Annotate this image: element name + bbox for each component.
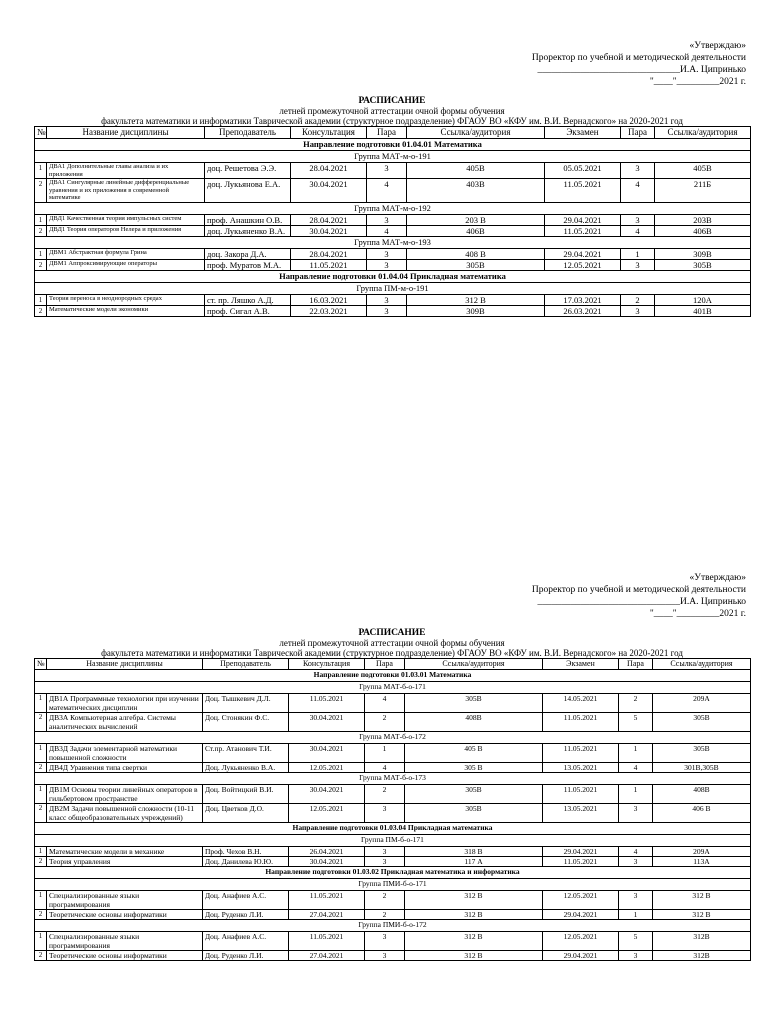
discipline-cell: ДВА1 Дополнительные главы анализа и их приложения [47, 163, 205, 179]
row-number: 2 [35, 951, 47, 961]
schedule-document-2 [34, 572, 750, 961]
exam-date-cell: 17.03.2021 [545, 294, 621, 305]
teacher-cell: Доц. Войтицкий В.И. [203, 785, 289, 804]
teacher-cell: Доц. Анафиев А.С. [203, 932, 289, 951]
approve-line: «Утверждаю» [689, 573, 746, 583]
table-row [35, 932, 751, 951]
exam-room-cell: 203В [655, 214, 751, 225]
approve-line: "____"_________2021 г. [649, 77, 746, 87]
exam-pair-cell: 3 [621, 214, 655, 225]
consultation-pair-cell: 2 [365, 713, 405, 732]
exam-date-cell: 29.04.2021 [543, 951, 619, 961]
group-row [35, 920, 751, 932]
consultation-date-cell: 16.03.2021 [291, 294, 367, 305]
exam-date-cell: 29.04.2021 [543, 910, 619, 920]
consultation-pair-cell: 2 [365, 785, 405, 804]
faculty-line: факультета математики и информатики Таврической академии (структурное подразделение) ФГАОУ ВО «КФУ им. В.И. Вернадского» на 2020-2021 год [101, 648, 683, 658]
table-row [35, 713, 751, 732]
consultation-date-cell: 11.05.2021 [291, 259, 367, 270]
group-title: Группа МАТ-м-о-192 [35, 202, 751, 214]
column-header: Ссылка/аудитория [653, 659, 751, 670]
row-number: 2 [35, 763, 47, 773]
teacher-cell: Доц. Анафиев А.С. [203, 891, 289, 910]
column-header: Пара [365, 659, 405, 670]
consultation-pair-cell: 1 [365, 744, 405, 763]
approval-stamp [34, 40, 750, 88]
table-body [35, 670, 751, 961]
consultation-room-cell: 405В [407, 163, 545, 179]
consultation-room-cell: 203 В [407, 214, 545, 225]
exam-date-cell: 13.05.2021 [543, 763, 619, 773]
consultation-pair-cell: 4 [365, 694, 405, 713]
exam-pair-cell: 3 [619, 857, 653, 867]
group-row [35, 682, 751, 694]
exam-room-cell: 312В [653, 951, 751, 961]
column-header: Ссылка/аудитория [405, 659, 543, 670]
exam-pair-cell: 5 [619, 932, 653, 951]
approval-stamp [34, 572, 750, 620]
teacher-cell: Доц. Данилева Ю.Ю. [203, 857, 289, 867]
table-row [35, 248, 751, 259]
column-header: Консультация [289, 659, 365, 670]
discipline-cell: ДВ2М Задачи повышенной сложности (10-11 класс общеобразовательных учреждений) [47, 804, 203, 823]
column-header: Преподаватель [203, 659, 289, 670]
faculty-line: факультета математики и информатики Таврической академии (структурное подразделение) ФГАОУ ВО «КФУ им. В.И. Вернадского» на 2020-2021 год [101, 116, 683, 126]
row-number: 1 [35, 785, 47, 804]
exam-room-cell: 312 В [653, 891, 751, 910]
approve-line: "____"_________2021 г. [649, 609, 746, 619]
discipline-cell: ДВ1А Программные технологии при изучении математических дисциплин [47, 694, 203, 713]
table-header-row [35, 659, 751, 670]
group-title: Группа ПМИ-б-о-171 [35, 879, 751, 891]
table-row [35, 891, 751, 910]
direction-row [35, 867, 751, 879]
discipline-cell: Математические модели экономики [47, 305, 205, 316]
teacher-cell: Ст.пр. Атанович Т.И. [203, 744, 289, 763]
consultation-room-cell: 403В [407, 179, 545, 203]
direction-title: Направление подготовки 01.04.01 Математика [35, 139, 751, 151]
table-header-row [35, 127, 751, 139]
table-row [35, 857, 751, 867]
direction-title: Направление подготовки 01.04.04 Прикладная математика [35, 270, 751, 282]
discipline-cell: ДВА1 Сингулярные линейные дифференциальные уравнения и их приложения в современной математике [47, 179, 205, 203]
exam-room-cell: 312В [653, 932, 751, 951]
consultation-room-cell: 405 В [405, 744, 543, 763]
table-row [35, 294, 751, 305]
exam-pair-cell: 2 [621, 294, 655, 305]
teacher-cell: Доц. Цветков Д.О. [203, 804, 289, 823]
document-title: РАСПИСАНИЕ [358, 96, 426, 106]
exam-room-cell: 405В [655, 163, 751, 179]
exam-pair-cell: 1 [619, 785, 653, 804]
exam-room-cell: 113А [653, 857, 751, 867]
direction-title: Направление подготовки 01.03.04 Прикладная математика [35, 823, 751, 835]
schedule-table [34, 658, 751, 961]
exam-date-cell: 11.05.2021 [543, 857, 619, 867]
consultation-room-cell: 305В [405, 785, 543, 804]
teacher-cell: проф. Анашкин О.В. [205, 214, 291, 225]
discipline-cell: ДВ1М Основы теории линейных операторов в гильбертовом пространстве [47, 785, 203, 804]
row-number: 1 [35, 744, 47, 763]
exam-room-cell: 305В [653, 713, 751, 732]
group-row [35, 732, 751, 744]
row-number: 2 [35, 225, 47, 236]
column-header: Ссылка/аудитория [655, 127, 751, 139]
teacher-cell: проф. Сигал А.В. [205, 305, 291, 316]
column-header: Экзамен [545, 127, 621, 139]
approve-line: «Утверждаю» [689, 41, 746, 51]
table-row [35, 163, 751, 179]
column-header: № [35, 659, 47, 670]
exam-room-cell: 406В [655, 225, 751, 236]
exam-room-cell: 305В [655, 259, 751, 270]
discipline-cell: Математические модели в механике [47, 847, 203, 857]
table-body [35, 139, 751, 317]
consultation-date-cell: 30.04.2021 [289, 785, 365, 804]
table-row [35, 744, 751, 763]
consultation-room-cell: 117 А [405, 857, 543, 867]
consultation-pair-cell: 4 [367, 225, 407, 236]
consultation-pair-cell: 3 [365, 932, 405, 951]
exam-pair-cell: 3 [621, 259, 655, 270]
exam-date-cell: 26.03.2021 [545, 305, 621, 316]
consultation-room-cell: 312 В [407, 294, 545, 305]
consultation-date-cell: 28.04.2021 [291, 248, 367, 259]
discipline-cell: ДВД1 Качественная теория импульсных систем [47, 214, 205, 225]
row-number: 1 [35, 891, 47, 910]
approve-line: ______________________________И.А. Ципринько [537, 65, 746, 75]
exam-pair-cell: 5 [619, 713, 653, 732]
exam-pair-cell: 4 [619, 847, 653, 857]
document-subtitle: летней промежуточной аттестации очной формы обучения [279, 638, 505, 648]
group-row [35, 773, 751, 785]
direction-row [35, 139, 751, 151]
exam-date-cell: 29.04.2021 [545, 248, 621, 259]
exam-room-cell: 401В [655, 305, 751, 316]
exam-pair-cell: 1 [619, 744, 653, 763]
row-number: 1 [35, 163, 47, 179]
direction-row [35, 670, 751, 682]
group-row [35, 282, 751, 294]
exam-room-cell: 408В [653, 785, 751, 804]
column-header: № [35, 127, 47, 139]
consultation-date-cell: 12.05.2021 [289, 804, 365, 823]
exam-room-cell: 301В,305В [653, 763, 751, 773]
consultation-date-cell: 11.05.2021 [289, 891, 365, 910]
approve-line: ______________________________И.А. Ципринько [537, 597, 746, 607]
discipline-cell: Теория переноса в неоднородных средах [47, 294, 205, 305]
discipline-cell: ДВД1 Теория операторов Нелера и приложения [47, 225, 205, 236]
document-title: РАСПИСАНИЕ [358, 628, 426, 638]
teacher-cell: проф. Муратов М.А. [205, 259, 291, 270]
row-number: 1 [35, 932, 47, 951]
consultation-room-cell: 408В [405, 713, 543, 732]
group-row [35, 236, 751, 248]
exam-room-cell: 309В [655, 248, 751, 259]
column-header: Пара [621, 127, 655, 139]
consultation-date-cell: 30.04.2021 [289, 744, 365, 763]
column-header: Экзамен [543, 659, 619, 670]
discipline-cell: Специализированные языки программирования [47, 891, 203, 910]
direction-row [35, 823, 751, 835]
exam-pair-cell: 4 [621, 179, 655, 203]
exam-pair-cell: 2 [619, 694, 653, 713]
teacher-cell: Доц. Руденко Л.И. [203, 910, 289, 920]
document-heading [34, 628, 750, 658]
column-header: Название дисциплины [47, 659, 203, 670]
teacher-cell: доц. Лукьянова Е.А. [205, 179, 291, 203]
table-row [35, 910, 751, 920]
consultation-pair-cell: 3 [367, 248, 407, 259]
consultation-room-cell: 318 В [405, 847, 543, 857]
column-header: Преподаватель [205, 127, 291, 139]
exam-date-cell: 29.04.2021 [545, 214, 621, 225]
exam-date-cell: 14.05.2021 [543, 694, 619, 713]
exam-room-cell: 211Б [655, 179, 751, 203]
consultation-pair-cell: 3 [365, 847, 405, 857]
discipline-cell: Теория управления [47, 857, 203, 867]
consultation-room-cell: 305 В [405, 763, 543, 773]
schedule-document-1 [34, 40, 750, 317]
exam-room-cell: 209А [653, 847, 751, 857]
consultation-room-cell: 312 В [405, 932, 543, 951]
table-row [35, 763, 751, 773]
row-number: 2 [35, 713, 47, 732]
approve-line: Проректор по учебной и методической деятельности [531, 53, 746, 63]
discipline-cell: Теоретические основы информатики [47, 910, 203, 920]
consultation-pair-cell: 3 [365, 857, 405, 867]
group-title: Группа ПМ-б-о-171 [35, 835, 751, 847]
exam-date-cell: 12.05.2021 [545, 259, 621, 270]
consultation-room-cell: 309В [407, 305, 545, 316]
group-title: Группа МАТ-м-о-193 [35, 236, 751, 248]
group-row [35, 202, 751, 214]
direction-title: Направление подготовки 01.03.01 Математика [35, 670, 751, 682]
document-heading [34, 96, 750, 126]
consultation-pair-cell: 3 [367, 294, 407, 305]
row-number: 2 [35, 259, 47, 270]
table-row [35, 694, 751, 713]
approve-line: Проректор по учебной и методической деятельности [531, 585, 746, 595]
exam-date-cell: 29.04.2021 [543, 847, 619, 857]
consultation-date-cell: 30.04.2021 [289, 857, 365, 867]
teacher-cell: доц. Решетова Э.Э. [205, 163, 291, 179]
column-header: Пара [367, 127, 407, 139]
exam-date-cell: 12.05.2021 [543, 932, 619, 951]
consultation-pair-cell: 2 [365, 910, 405, 920]
exam-date-cell: 11.05.2021 [545, 225, 621, 236]
teacher-cell: Доц. Лукьяненко В.А. [203, 763, 289, 773]
discipline-cell: ДВ4Д Уравнения типа свертки [47, 763, 203, 773]
teacher-cell: Доц. Тышкевич Д.Л. [203, 694, 289, 713]
row-number: 2 [35, 179, 47, 203]
exam-room-cell: 406 В [653, 804, 751, 823]
group-title: Группа МАТ-б-о-172 [35, 732, 751, 744]
exam-date-cell: 11.05.2021 [543, 713, 619, 732]
consultation-date-cell: 30.04.2021 [289, 713, 365, 732]
consultation-date-cell: 11.05.2021 [289, 932, 365, 951]
teacher-cell: Доц. Руденко Л.И. [203, 951, 289, 961]
exam-date-cell: 05.05.2021 [545, 163, 621, 179]
exam-room-cell: 120А [655, 294, 751, 305]
group-title: Группа МАТ-м-о-191 [35, 151, 751, 163]
discipline-cell: ДВМ1 Абстрактная формула Грина [47, 248, 205, 259]
teacher-cell: ст. пр. Ляшко А.Д. [205, 294, 291, 305]
exam-date-cell: 11.05.2021 [543, 744, 619, 763]
row-number: 2 [35, 804, 47, 823]
exam-room-cell: 209А [653, 694, 751, 713]
table-row [35, 225, 751, 236]
teacher-cell: Проф. Чехов В.Н. [203, 847, 289, 857]
row-number: 1 [35, 694, 47, 713]
teacher-cell: доц. Лукьяненко В.А. [205, 225, 291, 236]
document-subtitle: летней промежуточной аттестации очной формы обучения [279, 106, 505, 116]
column-header: Пара [619, 659, 653, 670]
column-header: Название дисциплины [47, 127, 205, 139]
consultation-pair-cell: 3 [365, 804, 405, 823]
table-row [35, 214, 751, 225]
consultation-room-cell: 312 В [405, 891, 543, 910]
group-row [35, 879, 751, 891]
consultation-room-cell: 305В [405, 694, 543, 713]
consultation-date-cell: 11.05.2021 [289, 694, 365, 713]
consultation-date-cell: 22.03.2021 [291, 305, 367, 316]
exam-pair-cell: 4 [619, 763, 653, 773]
consultation-date-cell: 30.04.2021 [291, 225, 367, 236]
consultation-date-cell: 28.04.2021 [291, 163, 367, 179]
table-row [35, 179, 751, 203]
exam-pair-cell: 4 [621, 225, 655, 236]
consultation-pair-cell: 3 [367, 163, 407, 179]
consultation-pair-cell: 4 [367, 179, 407, 203]
table-row [35, 785, 751, 804]
group-title: Группа МАТ-б-о-171 [35, 682, 751, 694]
consultation-pair-cell: 4 [365, 763, 405, 773]
group-title: Группа МАТ-б-о-173 [35, 773, 751, 785]
row-number: 1 [35, 214, 47, 225]
consultation-room-cell: 312 В [405, 910, 543, 920]
consultation-pair-cell: 3 [367, 305, 407, 316]
exam-room-cell: 305В [653, 744, 751, 763]
consultation-room-cell: 406В [407, 225, 545, 236]
row-number: 1 [35, 847, 47, 857]
consultation-date-cell: 26.04.2021 [289, 847, 365, 857]
group-row [35, 835, 751, 847]
teacher-cell: доц. Закора Д.А. [205, 248, 291, 259]
row-number: 2 [35, 305, 47, 316]
table-row [35, 951, 751, 961]
exam-pair-cell: 1 [619, 910, 653, 920]
discipline-cell: ДВ3А Компьютерная алгебра. Системы аналитических вычислений [47, 713, 203, 732]
row-number: 1 [35, 248, 47, 259]
exam-pair-cell: 1 [621, 248, 655, 259]
consultation-pair-cell: 3 [367, 259, 407, 270]
table-row [35, 847, 751, 857]
consultation-room-cell: 305В [407, 259, 545, 270]
column-header: Консультация [291, 127, 367, 139]
exam-date-cell: 11.05.2021 [543, 785, 619, 804]
group-title: Группа ПМ-м-о-191 [35, 282, 751, 294]
group-title: Группа ПМИ-б-о-172 [35, 920, 751, 932]
exam-pair-cell: 3 [621, 163, 655, 179]
exam-pair-cell: 3 [619, 951, 653, 961]
consultation-date-cell: 28.04.2021 [291, 214, 367, 225]
discipline-cell: ДВМ1 Аппроксимирующие операторы [47, 259, 205, 270]
teacher-cell: Доц. Стонякин Ф.С. [203, 713, 289, 732]
exam-room-cell: 312 В [653, 910, 751, 920]
discipline-cell: Специализированные языки программирования [47, 932, 203, 951]
schedule-table [34, 126, 751, 317]
discipline-cell: Теоретические основы информатики [47, 951, 203, 961]
exam-date-cell: 11.05.2021 [545, 179, 621, 203]
consultation-room-cell: 312 В [405, 951, 543, 961]
table-row [35, 259, 751, 270]
row-number: 2 [35, 910, 47, 920]
discipline-cell: ДВ3Д Задачи элементарной математики повышенной сложности [47, 744, 203, 763]
exam-pair-cell: 3 [619, 804, 653, 823]
exam-date-cell: 13.05.2021 [543, 804, 619, 823]
consultation-pair-cell: 2 [365, 891, 405, 910]
direction-row [35, 270, 751, 282]
exam-date-cell: 12.05.2021 [543, 891, 619, 910]
consultation-pair-cell: 3 [365, 951, 405, 961]
consultation-room-cell: 408 В [407, 248, 545, 259]
row-number: 1 [35, 294, 47, 305]
group-row [35, 151, 751, 163]
column-header: Ссылка/аудитория [407, 127, 545, 139]
direction-title: Направление подготовки 01.03.02 Прикладная математика и информатика [35, 867, 751, 879]
consultation-pair-cell: 3 [367, 214, 407, 225]
consultation-room-cell: 305В [405, 804, 543, 823]
consultation-date-cell: 12.05.2021 [289, 763, 365, 773]
row-number: 2 [35, 857, 47, 867]
consultation-date-cell: 27.04.2021 [289, 951, 365, 961]
exam-pair-cell: 3 [621, 305, 655, 316]
table-row [35, 804, 751, 823]
table-row [35, 305, 751, 316]
exam-pair-cell: 3 [619, 891, 653, 910]
consultation-date-cell: 30.04.2021 [291, 179, 367, 203]
consultation-date-cell: 27.04.2021 [289, 910, 365, 920]
